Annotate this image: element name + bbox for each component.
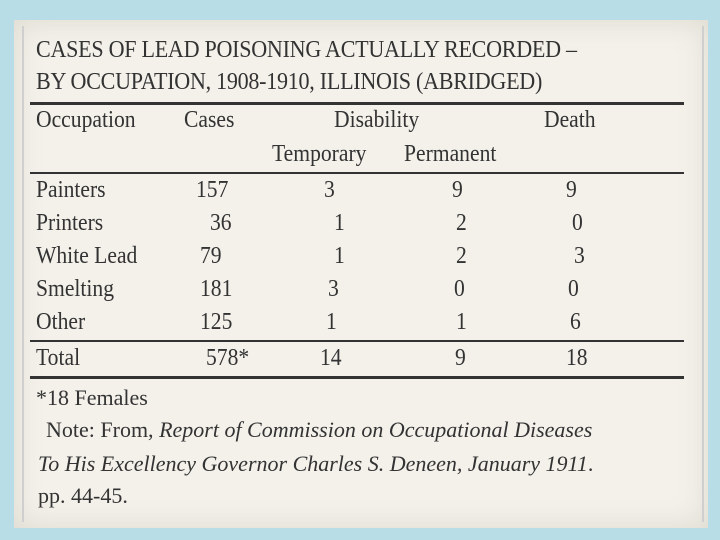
total-cases: 578* — [206, 345, 250, 371]
document-frame — [22, 26, 704, 522]
cell-permanent: 2 — [456, 243, 467, 269]
total-rule — [30, 340, 684, 342]
footnote-females: *18 Females — [36, 385, 148, 410]
total-temporary: 14 — [320, 345, 342, 371]
cell-cases: 181 — [200, 276, 233, 302]
cell-permanent: 0 — [454, 276, 465, 302]
cell-permanent: 2 — [456, 210, 467, 236]
title-rule — [30, 102, 684, 105]
header-permanent: Permanent — [404, 141, 497, 167]
title-line-1: CASES OF LEAD POISONING ACTUALLY RECORDED – — [36, 37, 577, 63]
cell-cases: 36 — [210, 210, 232, 236]
cell-occupation: Painters — [36, 177, 106, 203]
cell-temporary: 1 — [334, 243, 345, 269]
table-title — [36, 34, 625, 98]
bottom-rule — [30, 376, 684, 379]
note-line-2 — [38, 450, 593, 478]
note-governor: To His Excellency Governor Charles S. Deneen, January 1911 — [38, 451, 588, 476]
header-occupation: Occupation — [36, 107, 136, 133]
cell-death: 6 — [570, 309, 581, 335]
header-cases: Cases — [184, 107, 235, 133]
note-report-title: Report of Commission on Occupational Diseases — [159, 417, 593, 442]
cell-occupation: White Lead — [36, 243, 138, 269]
header-temporary: Temporary — [272, 141, 367, 167]
cell-death: 0 — [572, 210, 583, 236]
cell-temporary: 1 — [334, 210, 345, 236]
note-prefix: Note: From, — [46, 417, 160, 442]
total-permanent: 9 — [455, 345, 466, 371]
cell-temporary: 3 — [324, 177, 335, 203]
cell-temporary: 1 — [326, 309, 337, 335]
total-label: Total — [36, 345, 81, 371]
cell-occupation: Printers — [36, 210, 104, 236]
cell-death: 0 — [568, 276, 579, 302]
note-suffix: . — [587, 451, 594, 476]
cell-cases: 157 — [196, 177, 229, 203]
cell-cases: 79 — [200, 243, 222, 269]
header-disability: Disability — [334, 107, 420, 133]
cell-permanent: 1 — [456, 309, 467, 335]
header-death: Death — [544, 107, 596, 133]
note-pages: pp. 44-45. — [38, 483, 128, 508]
cell-occupation: Smelting — [36, 276, 115, 302]
cell-death: 9 — [566, 177, 577, 203]
title-line-2: BY OCCUPATION, 1908-1910, ILLINOIS (ABRIDGED) — [36, 69, 543, 95]
cell-temporary: 3 — [328, 276, 339, 302]
note-line-1 — [46, 416, 592, 444]
cell-cases: 125 — [200, 309, 233, 335]
cell-occupation: Other — [36, 309, 86, 335]
cell-permanent: 9 — [452, 177, 463, 203]
header-rule — [30, 172, 684, 174]
cell-death: 3 — [574, 243, 585, 269]
total-death: 18 — [566, 345, 588, 371]
